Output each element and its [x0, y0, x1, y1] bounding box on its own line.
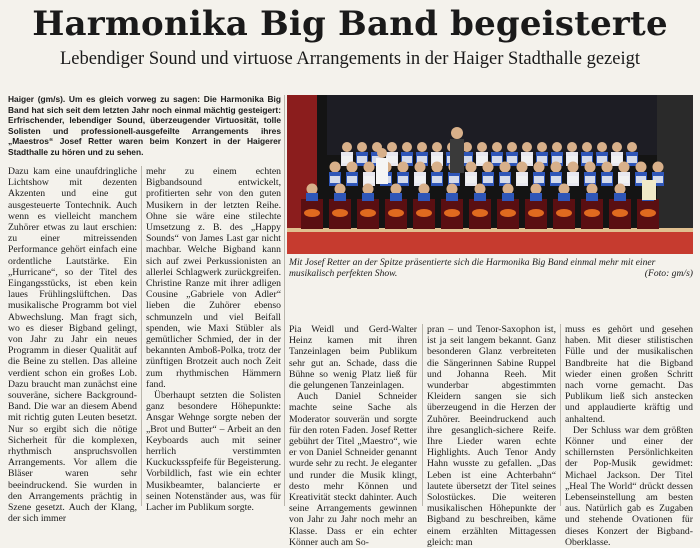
stand-logo [584, 209, 600, 217]
musician-head [357, 142, 367, 152]
musician-shirt [502, 193, 514, 201]
musician-head [567, 142, 577, 152]
column-divider [141, 166, 142, 506]
musician-head [597, 142, 607, 152]
musician-head [568, 162, 579, 173]
musician-head [636, 162, 647, 173]
column-divider [422, 324, 423, 506]
photo-caption-text: Mit Josef Retter an der Spitze präsentierte sich die Harmonika Big Band einmal mehr mit einer musikalisch perfekten Show. [289, 257, 656, 279]
musician-head [551, 162, 562, 173]
musician-head [477, 142, 487, 152]
musician-head [552, 142, 562, 152]
musician-shirt [306, 193, 318, 201]
accordion-keys [551, 176, 561, 183]
body-column-1 [8, 166, 137, 525]
musician-head [307, 184, 318, 195]
musician-head [398, 162, 409, 173]
musician-head [475, 184, 486, 195]
musician-shirt [418, 193, 430, 201]
musician-head [522, 142, 532, 152]
musician-head [466, 162, 477, 173]
band-photo [287, 95, 693, 254]
stand-logo [640, 209, 656, 217]
stand-logo [612, 209, 628, 217]
musician-head [537, 142, 547, 152]
accordion-keys [534, 176, 544, 183]
accordion-keys [568, 176, 578, 183]
paragraph: muss es gehört und gesehen haben. Mit dieser stilistischen Fülle und der musikalischen Bandbreite hat die Bigband wieder einen großen Schritt nach vorne gemacht. Das Publikum ließ sich anstecken und applaudierte kräftig und anhaltend. [565, 324, 693, 425]
stand-logo [416, 209, 432, 217]
musician-head [619, 162, 630, 173]
accordion-keys [507, 156, 517, 163]
accordion-keys [627, 156, 637, 163]
paragraph: Überhaupt setzten die Solisten ganz besondere Höhepunkte: Ansgar Wehnge sorgte neben der „Brot und Butter“ – Arbeit an den Keyboards auch mit seiner herrlich verstimmten Kuckucksspfeife für Begeisterung. Vorbildlich, fast wie ein echter Musikbeamter, balancierte er seinen Notenständer aus, was für Lacher im Publikum sorgte. [146, 390, 281, 514]
musician-head [447, 184, 458, 195]
musician-shirt [362, 193, 374, 201]
musician-head [335, 184, 346, 195]
musician-head [402, 142, 412, 152]
stand-logo [528, 209, 544, 217]
musician-head [432, 162, 443, 173]
musician-head [612, 142, 622, 152]
musician-shirt [474, 193, 486, 201]
musician-head [585, 162, 596, 173]
accordion-keys [347, 176, 357, 183]
stand-logo [444, 209, 460, 217]
article-intro: Haiger (gm/s). Um es gleich vorweg zu sagen: Die Harmonika Big Band hat sich seit dem letzten Jahr noch einmal mächtig gesteigert: Erfrischender, lebendiger Sound, überzeugender Virtuosität, tolle Solisten und professionell-ausgefeilte Arrangements ihres „Maestros“ Josef Retter waren beim Konzert in der Haigerer Stadthalle zu hören und zu sehen. [8, 94, 281, 157]
conductor-head [451, 127, 463, 139]
stand-logo [472, 209, 488, 217]
musician-head [432, 142, 442, 152]
musician-head [615, 184, 626, 195]
musician-head [503, 184, 514, 195]
musician-head [507, 142, 517, 152]
stand-logo [500, 209, 516, 217]
stand-logo [556, 209, 572, 217]
musician-head [330, 162, 341, 173]
conductor-suit [450, 139, 464, 173]
paragraph: mehr zu einem echten Bigbandsound entwickelt, profitierten sehr von den guten Musikern in der letzten Reihe. Ohne sie wäre eine stilechte Umsetzung z. B. des „Happy Sounds“ von James Last gar nicht machbar. Welche Bigband kann sich auf zwei Perkussionisten an allerlei Schlagwerk zurückgreifen. Christine Ranze mit ihrer adligen Cousine „Gabriele von Adler“ lieben die Zuhörer ebenso schmunzeln und viel Beifall spenden, wie Maxi Stübler als gemütlicher Schmied, der in der bekannten Amboß-Polka, trotz der zünftigen Brotzeit auch noch Zeit zum rhythmischen Hämmern fand. [146, 166, 281, 390]
accordion-keys [357, 156, 367, 163]
stand-logo [304, 209, 320, 217]
singer-dress [376, 158, 388, 184]
musician-shirt [530, 193, 542, 201]
musician-head [363, 184, 374, 195]
accordion-keys [602, 176, 612, 183]
stage-floor [287, 231, 693, 254]
accordion-keys [330, 176, 340, 183]
headline: Harmonika Big Band begeisterte [32, 4, 668, 44]
photo-caption [289, 257, 693, 279]
accordion-keys [398, 176, 408, 183]
musician-head [531, 184, 542, 195]
musician-shirt [334, 193, 346, 201]
photo-credit: (Foto: gm/s) [644, 268, 693, 279]
accordion-keys [500, 176, 510, 183]
stand-logo [360, 209, 376, 217]
stand-logo [388, 209, 404, 217]
musician-head [364, 162, 375, 173]
musician-shirt [390, 193, 402, 201]
accordion-keys [415, 176, 425, 183]
musician-head [347, 162, 358, 173]
musician-head [483, 162, 494, 173]
musician-shirt [586, 193, 598, 201]
drum-kit [642, 180, 656, 200]
accordion-keys [364, 176, 374, 183]
musician-head [653, 162, 664, 173]
musician-head [415, 162, 426, 173]
accordion-keys [466, 176, 476, 183]
musician-shirt [558, 193, 570, 201]
musician-head [342, 142, 352, 152]
accordion-keys [492, 156, 502, 163]
body-column-5 [565, 324, 693, 548]
accordion-keys [432, 176, 442, 183]
musician-shirt [614, 193, 626, 201]
column-divider [284, 95, 285, 506]
accordion-keys [517, 176, 527, 183]
body-column-3 [289, 324, 417, 548]
musician-head [559, 184, 570, 195]
accordion-keys [387, 156, 397, 163]
subheadline: Lebendiger Sound und virtuose Arrangements in der Haiger Stadthalle gezeigt [59, 49, 640, 69]
musician-head [582, 142, 592, 152]
musician-head [492, 142, 502, 152]
accordion-keys [619, 176, 629, 183]
accordion-keys [612, 156, 622, 163]
stand-logo [332, 209, 348, 217]
body-column-4 [427, 324, 556, 548]
paragraph: pran – und Tenor-Saxophon ist, ist ja seit langem bekannt. Ganz besonderen Glanz verbreiteten die Sängerinnen Sabine Ruppel und Johanna Reeh. Mit wunderbar abgestimmten Kleidern sangen sie sich überzeugend in die Herzen der Zuhörer. Beeindruckend auch ihre gesanglich-sichere Reife. Ihre Lieder waren echte Highlights. Auch Tenor Andy Hahn wusste zu gefallen. „Das Leben ist eine Achterbahn“ lautete übersetzt der Titel seines Solostückes. Die weiteren musikalischen Höhepunkte der Bigband zu beschreiben, käme einem erzählten Mittagessen gleich: man [427, 324, 556, 548]
musician-head [627, 142, 637, 152]
paragraph: Dazu kam eine unaufdringliche Lichtshow mit dezenten Akzenten und eine gut ausgesteuerte Tontechnik. Auch wenn es vielleicht manchem Zuhörer etwas zu laut erschien: zu einer mitreissenden Performance gehört einfach eine ordentliche Lautstärke. Ein „Hurricane“, so der Titel des Eingangsstücks, ist eben kein laues Frühlingslüftchen. Das musikalische Programm bot viel Abwechslung. Man fragt sich, wo es dieser Bigband gelingt, von Jahr zu Jahr ein neues Programm in dieser Qualität auf die Beine zu stellen. Das alleine verdient schon ein großes Lob. Dazu braucht man zunächst eine souveräne, sichere Background-Band. Die war an diesem Abend mit richtig guten Leuten besetzt. Nur so ergibt sich die nötige Sicherheit für die komplexen, rhythmisch anspruchsvollen Arrangements. Vor allem die Bläser waren sehr beeindruckend. Sie wurden in den Arrangements prächtig in Szene gesetzt. Auch der Klang, der sich immer [8, 166, 137, 525]
musician-head [500, 162, 511, 173]
accordion-keys [585, 176, 595, 183]
body-column-2 [146, 166, 281, 513]
singer-head [377, 148, 387, 158]
musician-head [534, 162, 545, 173]
musician-shirt [446, 193, 458, 201]
musician-head [391, 184, 402, 195]
musician-head [419, 184, 430, 195]
musician-head [387, 142, 397, 152]
accordion-keys [449, 176, 459, 183]
column-divider [560, 324, 561, 506]
paragraph: Der Schluss war dem größten Könner und einer der schillernsten Persönlichkeiten der Pop-Musik gewidmet: Michael Jackson. Der Titel „Heal The World“ drückt dessen Lebenseinstellung am besten aus. Natürlich gab es Zugaben und stehende Ovationen für dieses Konzert der Bigband-Oberklasse. [565, 424, 693, 548]
paragraph: Auch Daniel Schneider machte seine Sache als Moderator souverän und sorgte für den roten Faden. Josef Retter gebührt der Titel „Maestro“, wie er von Daniel Schneider genannt wurde sehr zu recht. Je eleganter und runder die Musik klingt, desto mehr Können und Kreativität steckt dahinter. Auch seine Arrangements gewinnen von Jahr zu Jahr noch mehr an Klasse. Dass er ein echter Könner auch am So- [289, 391, 417, 548]
band-photo-illustration [287, 95, 693, 254]
musician-head [517, 162, 528, 173]
accordion-keys [483, 176, 493, 183]
musician-head [417, 142, 427, 152]
accordion-keys [477, 156, 487, 163]
musician-head [587, 184, 598, 195]
musician-head [602, 162, 613, 173]
paragraph: Pia Weidl und Gerd-Walter Heinz kamen mit ihren Tanzeinlagen beim Publikum sehr gut an. Schade, dass die Bühne so wenig Platz ließ für die gelungenen Tanzeinlagen. [289, 324, 417, 392]
